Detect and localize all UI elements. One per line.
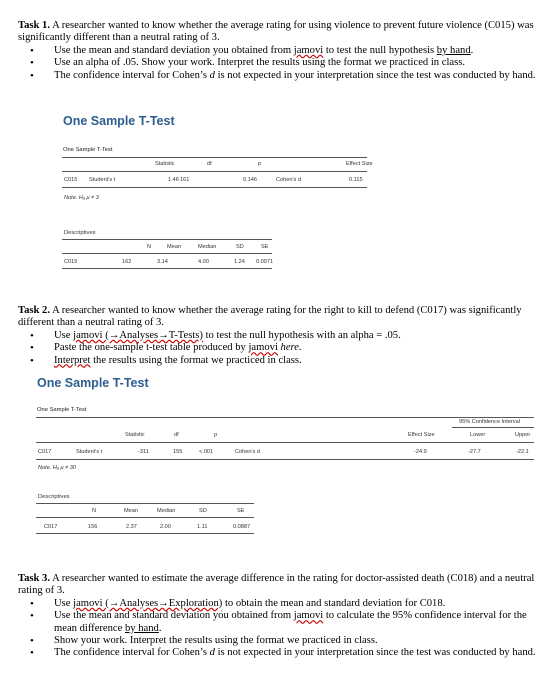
- header-statistic: Statistic: [125, 432, 145, 438]
- desc-header-mean: Mean: [167, 244, 181, 250]
- desc-row-sd: 1.11: [197, 524, 208, 530]
- row-effect-size: 0.115: [349, 177, 363, 183]
- desc-row-mean: 2.37: [126, 524, 137, 530]
- panel-1-desc-title: Descriptives: [64, 230, 96, 236]
- panel-2-desc-title: Descriptives: [38, 494, 70, 500]
- task-1-bullet-2: • Use an alpha of .05. Show your work. Interpret the results using the format we practiced in class.: [18, 57, 538, 69]
- desc-header-sd: SD: [236, 244, 244, 250]
- task-2-bullet-3: • Interpret the results using the format we practiced in class.: [18, 355, 538, 367]
- row-upper: -22.1: [516, 449, 529, 455]
- desc-header-median: Median: [198, 244, 217, 250]
- header-upper: Upper: [515, 432, 531, 438]
- header-effect-size: Effect Size: [408, 432, 435, 438]
- task-2-text: A researcher wanted to know whether the average rating for the right to kill to defend (C017) was significantly different than a neutral rating of 3.: [18, 305, 522, 329]
- task-2-bullet-2: • Paste the one-sample t-test table produced by jamovi here.: [18, 342, 538, 354]
- row-effect-name: Cohen's d: [235, 449, 261, 455]
- header-lower: Lower: [470, 432, 486, 438]
- task-1-bullet-1: • Use the mean and standard deviation you obtained from jamovi to test the null hypothesis by hand.: [18, 45, 538, 57]
- task-3-text: A researcher wanted to estimate the average difference in the rating for doctor-assisted death (C018) and a neutral rating of 3.: [18, 573, 535, 597]
- task-1-bullet-3: • The confidence interval for Cohen’s d is not expected in your interpretation since the test was conducted by hand.: [18, 70, 538, 82]
- desc-row-mean: 3.14: [157, 259, 168, 265]
- header-df: df: [174, 432, 179, 438]
- row-lower: -27.7: [468, 449, 481, 455]
- task-1-intro: [18, 20, 538, 45]
- desc-header-n: N: [92, 508, 97, 514]
- header-p: p: [214, 432, 218, 438]
- panel-1-table-title: One Sample T-Test: [63, 147, 113, 153]
- panel-2-table-title: One Sample T-Test: [37, 407, 87, 413]
- desc-row-variable: C015: [64, 259, 78, 265]
- header-p: p: [258, 161, 262, 167]
- task-3-bullet-1: • Use jamovi (→Analyses→Exploration) to obtain the mean and standard deviation for C018.: [18, 598, 538, 610]
- row-df: 161: [180, 177, 190, 183]
- row-effect-name: Cohen's d: [276, 177, 302, 183]
- panel-2-output: [34, 405, 539, 545]
- desc-header-sd: SD: [199, 508, 207, 514]
- desc-row-median: 2.00: [160, 524, 171, 530]
- desc-header-se: SE: [237, 508, 245, 514]
- header-ci: 95% Confidence Interval: [459, 419, 520, 425]
- row-test: Student's t: [76, 449, 103, 455]
- row-statistic: -311: [138, 449, 149, 455]
- panel-2-note: Note. Hₐ μ ≠ 30: [38, 465, 76, 471]
- task-2-intro: [18, 305, 538, 330]
- task-3-bullet-2: • Use the mean and standard deviation you obtained from jamovi to calculate the 95% confidence interval for the mean difference by hand.: [18, 610, 538, 635]
- row-variable: C017: [38, 449, 52, 455]
- desc-row-se: 0.0887: [233, 524, 251, 530]
- task-3-bullet-3: • Show your work. Interpret the results using the format we practiced in class.: [18, 635, 538, 647]
- row-df: 155: [173, 449, 183, 455]
- header-statistic: Statistic: [155, 161, 175, 167]
- row-variable: C015: [64, 177, 78, 183]
- desc-row-variable: C017: [44, 524, 58, 530]
- panel-1-note: Note. Hₐ μ ≠ 3: [64, 195, 99, 201]
- task-3: [18, 573, 538, 660]
- panel-1-heading: One Sample T-Test: [63, 114, 175, 128]
- row-test: Student's t: [89, 177, 116, 183]
- task-3-intro: [18, 573, 538, 598]
- desc-header-median: Median: [157, 508, 176, 514]
- desc-row-se: 0.0971: [256, 259, 274, 265]
- desc-header-se: SE: [261, 244, 269, 250]
- desc-row-n: 162: [122, 259, 132, 265]
- task-2: [18, 305, 538, 367]
- task-2-label: Task 2.: [18, 305, 50, 316]
- task-2-bullet-1: • Use jamovi (→Analyses→T-Tests) to test the null hypothesis with an alpha = .05.: [18, 330, 538, 342]
- task-3-bullet-4: • The confidence interval for Cohen’s d is not expected in your interpretation since the test was conducted by hand.: [18, 647, 538, 659]
- desc-header-n: N: [147, 244, 152, 250]
- header-df: df: [207, 161, 212, 167]
- desc-row-sd: 1.24: [234, 259, 245, 265]
- task-1: [18, 20, 538, 82]
- row-statistic: 1.46: [168, 177, 179, 183]
- header-effect-size: Effect Size: [346, 161, 373, 167]
- desc-row-n: 156: [88, 524, 98, 530]
- task-1-text: A researcher wanted to know whether the average rating for using violence to prevent future violence (C015) was significantly different than a neutral rating of 3.: [18, 20, 534, 44]
- desc-header-mean: Mean: [124, 508, 138, 514]
- panel-1-output: [60, 145, 380, 270]
- row-p: 0.146: [243, 177, 257, 183]
- task-3-label: Task 3.: [18, 573, 50, 584]
- row-effect-size: -24.9: [414, 449, 427, 455]
- row-p: <.001: [199, 449, 214, 455]
- panel-2-heading: One Sample T-Test: [37, 376, 149, 390]
- task-1-label: Task 1.: [18, 20, 50, 31]
- desc-row-median: 4.00: [198, 259, 209, 265]
